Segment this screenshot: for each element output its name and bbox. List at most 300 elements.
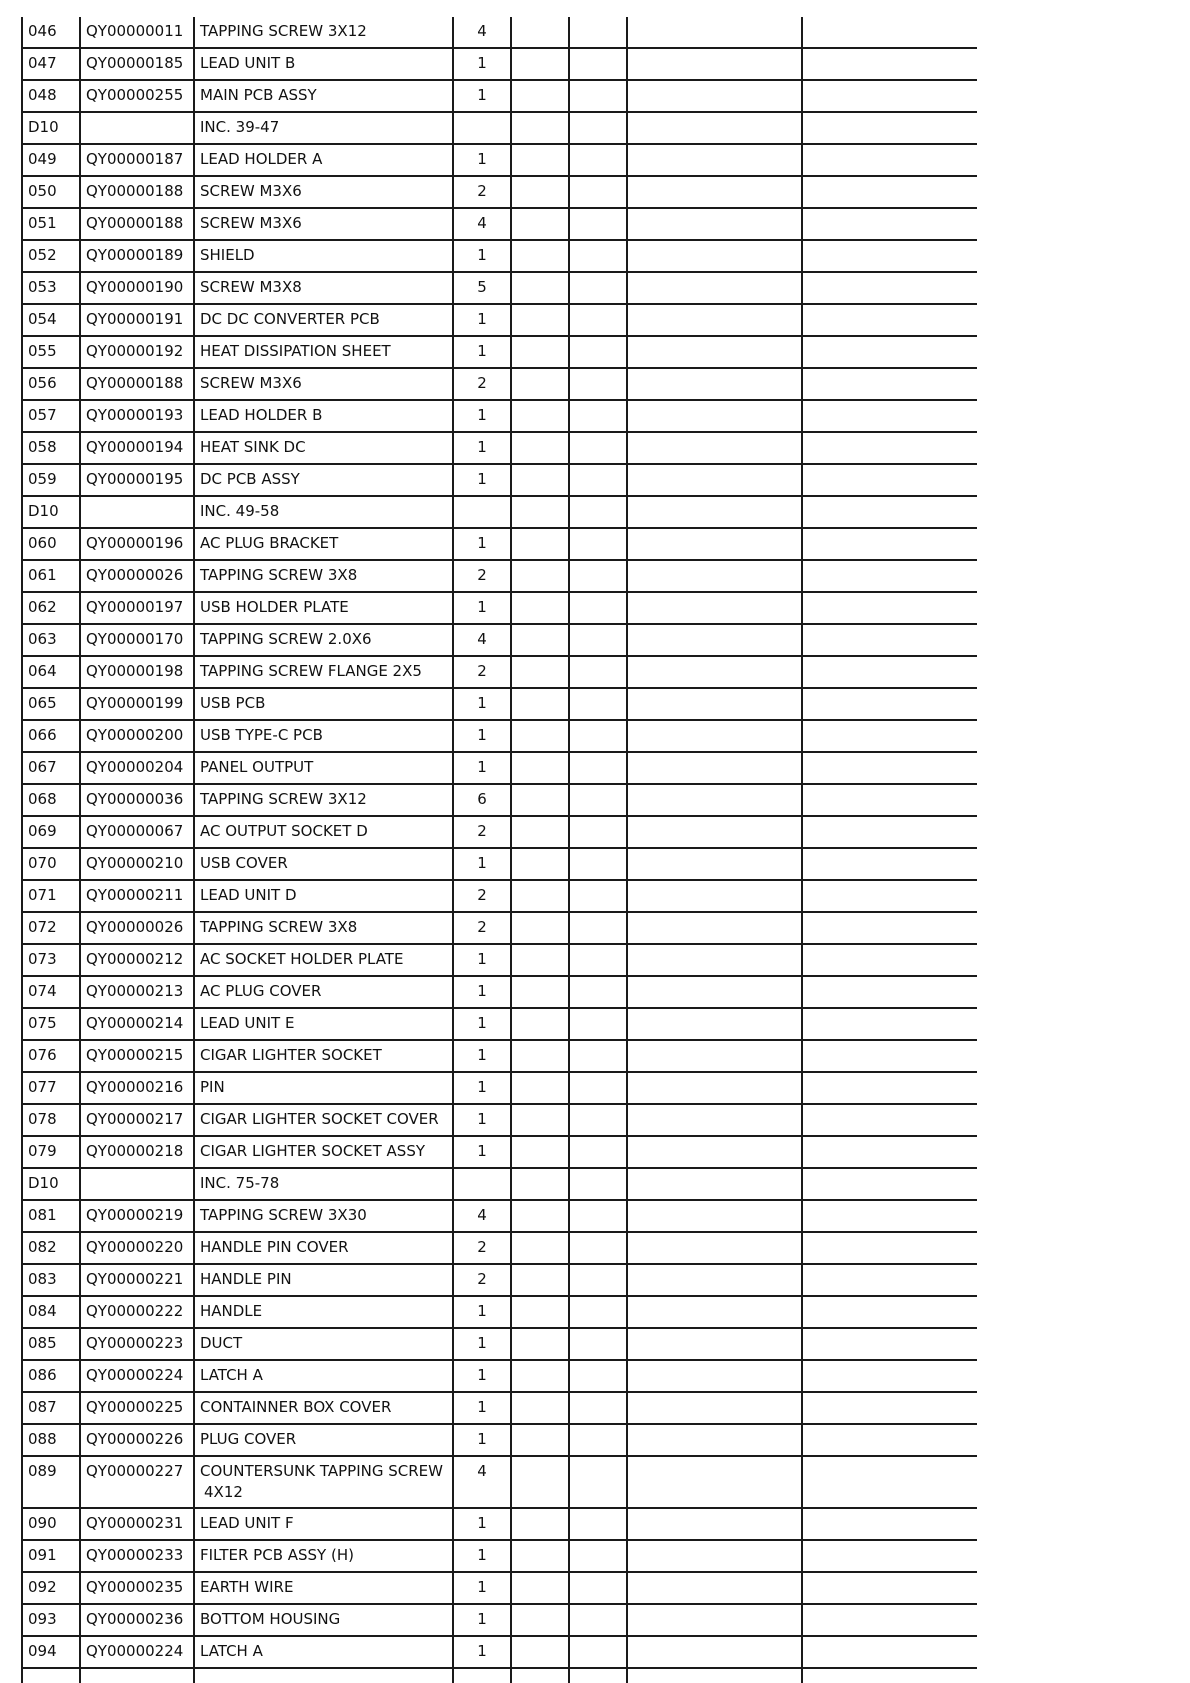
table-row	[22, 720, 977, 752]
empty-cell	[627, 1572, 802, 1604]
empty-cell	[511, 816, 569, 848]
part-code-cell: QY00000194	[80, 432, 194, 464]
item-number-cell: 057	[22, 400, 80, 432]
empty-cell	[511, 688, 569, 720]
table-row	[22, 1392, 977, 1424]
table-row	[22, 432, 977, 464]
description-text: EARTH WIRE	[200, 1578, 294, 1596]
empty-cell	[453, 1668, 511, 1683]
quantity-cell	[453, 112, 511, 144]
description-text: SCREW M3X6	[200, 374, 302, 392]
empty-cell	[511, 112, 569, 144]
empty-cell	[569, 48, 627, 80]
part-code-cell: QY00000213	[80, 976, 194, 1008]
table-row	[22, 272, 977, 304]
empty-cell	[511, 1168, 569, 1200]
item-number-cell: 051	[22, 208, 80, 240]
empty-cell	[569, 752, 627, 784]
description-text: TAPPING SCREW 3X12	[200, 22, 367, 40]
part-code-cell: QY00000221	[80, 1264, 194, 1296]
empty-cell	[627, 304, 802, 336]
empty-cell	[802, 1200, 977, 1232]
empty-cell	[511, 1008, 569, 1040]
table-row	[22, 1200, 977, 1232]
table-row	[22, 1424, 977, 1456]
quantity-cell: 1	[453, 1540, 511, 1572]
empty-cell	[511, 1200, 569, 1232]
empty-cell	[511, 1104, 569, 1136]
part-code-cell: QY00000188	[80, 176, 194, 208]
empty-cell	[802, 1360, 977, 1392]
empty-cell	[627, 1200, 802, 1232]
description-text: USB COVER	[200, 854, 288, 872]
empty-cell	[569, 816, 627, 848]
item-number-cell: 048	[22, 80, 80, 112]
parts-table	[21, 17, 977, 1683]
empty-cell	[627, 688, 802, 720]
table-row	[22, 1456, 977, 1508]
item-number-cell: 079	[22, 1136, 80, 1168]
empty-cell	[511, 1604, 569, 1636]
quantity-cell: 2	[453, 912, 511, 944]
description-cell	[194, 1424, 453, 1456]
part-code-cell	[80, 1168, 194, 1200]
description-cell	[194, 1104, 453, 1136]
quantity-cell: 1	[453, 240, 511, 272]
table-row	[22, 1328, 977, 1360]
empty-cell	[569, 688, 627, 720]
part-code-cell: QY00000223	[80, 1328, 194, 1360]
empty-cell	[511, 1668, 569, 1683]
empty-cell	[802, 17, 977, 48]
empty-cell	[569, 880, 627, 912]
empty-cell	[569, 464, 627, 496]
part-code-cell: QY00000233	[80, 1540, 194, 1572]
empty-cell	[627, 1136, 802, 1168]
item-number-cell: 086	[22, 1360, 80, 1392]
empty-cell	[511, 720, 569, 752]
description-text: LATCH A	[200, 1366, 263, 1384]
item-number-cell: 047	[22, 48, 80, 80]
table-row	[22, 1604, 977, 1636]
empty-cell	[627, 1508, 802, 1540]
part-code-cell: QY00000188	[80, 368, 194, 400]
description-cell	[194, 624, 453, 656]
item-number-cell: 071	[22, 880, 80, 912]
quantity-cell: 1	[453, 1136, 511, 1168]
empty-cell	[802, 976, 977, 1008]
description-cell	[194, 1328, 453, 1360]
empty-cell	[511, 400, 569, 432]
empty-cell	[802, 176, 977, 208]
empty-cell	[627, 464, 802, 496]
empty-cell	[802, 112, 977, 144]
empty-cell	[569, 176, 627, 208]
quantity-cell: 1	[453, 144, 511, 176]
empty-cell	[511, 880, 569, 912]
table-row	[22, 1540, 977, 1572]
empty-cell	[627, 336, 802, 368]
table-row	[22, 336, 977, 368]
description-text: TAPPING SCREW 3X12	[200, 790, 367, 808]
part-code-cell: QY00000236	[80, 1604, 194, 1636]
description-text: AC PLUG COVER	[200, 982, 322, 1000]
empty-cell	[627, 976, 802, 1008]
part-code-cell: QY00000222	[80, 1296, 194, 1328]
part-code-cell: QY00000216	[80, 1072, 194, 1104]
part-code-cell: QY00000214	[80, 1008, 194, 1040]
empty-cell	[569, 1040, 627, 1072]
empty-cell	[511, 752, 569, 784]
description-text: LEAD UNIT F	[200, 1514, 294, 1532]
empty-cell	[511, 656, 569, 688]
description-text: DC DC CONVERTER PCB	[200, 310, 380, 328]
empty-cell	[627, 1360, 802, 1392]
description-cell	[194, 496, 453, 528]
item-number-cell: 084	[22, 1296, 80, 1328]
description-cell	[194, 1200, 453, 1232]
description-text: TAPPING SCREW 2.0X6	[200, 630, 372, 648]
empty-cell	[511, 80, 569, 112]
quantity-cell: 1	[453, 400, 511, 432]
empty-cell	[569, 144, 627, 176]
part-code-cell: QY00000185	[80, 48, 194, 80]
empty-cell	[627, 272, 802, 304]
part-code-cell: QY00000195	[80, 464, 194, 496]
empty-cell	[511, 624, 569, 656]
empty-cell	[511, 1508, 569, 1540]
description-cell	[194, 528, 453, 560]
empty-cell	[627, 1424, 802, 1456]
empty-cell	[627, 496, 802, 528]
description-text: SCREW M3X6	[200, 182, 302, 200]
empty-cell	[627, 368, 802, 400]
quantity-cell: 2	[453, 816, 511, 848]
quantity-cell: 1	[453, 464, 511, 496]
description-cell	[194, 1232, 453, 1264]
quantity-cell: 2	[453, 1232, 511, 1264]
table-row	[22, 1136, 977, 1168]
item-number-cell: 053	[22, 272, 80, 304]
description-text: LEAD UNIT E	[200, 1014, 295, 1032]
description-text: AC SOCKET HOLDER PLATE	[200, 950, 404, 968]
empty-cell	[627, 752, 802, 784]
empty-cell	[569, 976, 627, 1008]
empty-cell	[627, 1008, 802, 1040]
description-text: HEAT SINK DC	[200, 438, 306, 456]
description-cell	[194, 1540, 453, 1572]
empty-cell	[569, 17, 627, 48]
item-number-cell: 074	[22, 976, 80, 1008]
part-code-cell: QY00000224	[80, 1360, 194, 1392]
empty-cell	[511, 592, 569, 624]
description-text: SCREW M3X8	[200, 278, 302, 296]
part-code-cell	[80, 496, 194, 528]
item-number-cell: 068	[22, 784, 80, 816]
empty-cell	[627, 240, 802, 272]
empty-cell	[511, 336, 569, 368]
table-row	[22, 176, 977, 208]
empty-cell	[569, 1296, 627, 1328]
table-row	[22, 1360, 977, 1392]
description-cell	[194, 208, 453, 240]
parts-table-body	[22, 17, 977, 1683]
description-cell	[194, 240, 453, 272]
description-text: BOTTOM HOUSING	[200, 1610, 341, 1628]
empty-cell	[627, 176, 802, 208]
empty-cell	[627, 1040, 802, 1072]
empty-cell	[802, 848, 977, 880]
description-cell	[194, 1136, 453, 1168]
table-row	[22, 784, 977, 816]
empty-cell	[802, 1636, 977, 1668]
quantity-cell: 2	[453, 560, 511, 592]
empty-cell	[802, 496, 977, 528]
item-number-cell: D10	[22, 1168, 80, 1200]
empty-cell	[627, 400, 802, 432]
empty-cell	[627, 944, 802, 976]
quantity-cell: 1	[453, 432, 511, 464]
empty-cell	[511, 464, 569, 496]
quantity-cell: 6	[453, 784, 511, 816]
item-number-cell: 064	[22, 656, 80, 688]
quantity-cell: 1	[453, 752, 511, 784]
description-text: HANDLE PIN	[200, 1270, 292, 1288]
empty-cell	[802, 752, 977, 784]
part-code-cell: QY00000036	[80, 784, 194, 816]
quantity-cell: 1	[453, 944, 511, 976]
description-cell	[194, 112, 453, 144]
empty-cell	[511, 368, 569, 400]
description-cell	[194, 656, 453, 688]
empty-cell	[627, 880, 802, 912]
empty-cell	[802, 1040, 977, 1072]
empty-cell	[627, 1296, 802, 1328]
part-code-cell: QY00000067	[80, 816, 194, 848]
quantity-cell: 1	[453, 1360, 511, 1392]
table-row	[22, 144, 977, 176]
empty-cell	[802, 592, 977, 624]
description-text: LATCH A	[200, 1642, 263, 1660]
empty-cell	[627, 1540, 802, 1572]
empty-cell	[627, 1072, 802, 1104]
item-number-cell: 089	[22, 1456, 80, 1508]
description-cell	[194, 848, 453, 880]
empty-cell	[511, 976, 569, 1008]
description-text: HANDLE	[200, 1302, 263, 1320]
part-code-cell: QY00000189	[80, 240, 194, 272]
item-number-cell: 088	[22, 1424, 80, 1456]
empty-cell	[511, 304, 569, 336]
description-text: AC PLUG BRACKET	[200, 534, 339, 552]
empty-cell	[569, 1636, 627, 1668]
part-code-cell: QY00000224	[80, 1636, 194, 1668]
table-row	[22, 1296, 977, 1328]
empty-cell	[802, 720, 977, 752]
empty-cell	[569, 912, 627, 944]
empty-cell	[511, 1636, 569, 1668]
empty-cell	[802, 528, 977, 560]
description-cell	[194, 17, 453, 48]
empty-cell	[511, 1540, 569, 1572]
empty-cell	[802, 560, 977, 592]
empty-cell	[194, 1668, 453, 1683]
item-number-cell: 085	[22, 1328, 80, 1360]
part-code-cell: QY00000011	[80, 17, 194, 48]
empty-cell	[569, 1392, 627, 1424]
table-row	[22, 1232, 977, 1264]
description-cell	[194, 1072, 453, 1104]
empty-cell	[569, 848, 627, 880]
item-number-cell: 087	[22, 1392, 80, 1424]
description-cell	[194, 80, 453, 112]
empty-cell	[627, 80, 802, 112]
part-code-cell: QY00000191	[80, 304, 194, 336]
empty-cell	[511, 912, 569, 944]
table-row	[22, 208, 977, 240]
quantity-cell: 1	[453, 976, 511, 1008]
empty-cell	[511, 208, 569, 240]
empty-cell	[627, 17, 802, 48]
empty-cell	[569, 400, 627, 432]
part-code-cell: QY00000170	[80, 624, 194, 656]
part-code-cell: QY00000196	[80, 528, 194, 560]
empty-cell	[511, 496, 569, 528]
description-cell	[194, 1604, 453, 1636]
item-number-cell: 076	[22, 1040, 80, 1072]
empty-cell	[511, 1264, 569, 1296]
description-text: INC. 39-47	[200, 118, 280, 136]
table-row	[22, 880, 977, 912]
empty-cell	[627, 48, 802, 80]
description-text: COUNTERSUNK TAPPING SCREW	[200, 1462, 443, 1480]
empty-cell	[802, 1232, 977, 1264]
part-code-cell: QY00000219	[80, 1200, 194, 1232]
description-cell	[194, 48, 453, 80]
quantity-cell: 4	[453, 1456, 511, 1508]
description-text: TAPPING SCREW 3X8	[200, 566, 358, 584]
item-number-cell: 090	[22, 1508, 80, 1540]
empty-cell	[627, 656, 802, 688]
quantity-cell: 4	[453, 624, 511, 656]
item-number-cell: 061	[22, 560, 80, 592]
empty-cell	[627, 1604, 802, 1636]
quantity-cell: 2	[453, 1264, 511, 1296]
part-code-cell: QY00000210	[80, 848, 194, 880]
part-code-cell: QY00000193	[80, 400, 194, 432]
empty-cell	[511, 17, 569, 48]
quantity-cell: 1	[453, 1296, 511, 1328]
description-cell	[194, 944, 453, 976]
table-row	[22, 976, 977, 1008]
empty-cell	[802, 1392, 977, 1424]
quantity-cell: 1	[453, 1572, 511, 1604]
item-number-cell: 078	[22, 1104, 80, 1136]
item-number-cell: 072	[22, 912, 80, 944]
table-row	[22, 368, 977, 400]
quantity-cell: 4	[453, 1200, 511, 1232]
item-number-cell: 062	[22, 592, 80, 624]
empty-cell	[627, 560, 802, 592]
item-number-cell: 069	[22, 816, 80, 848]
empty-cell	[802, 656, 977, 688]
description-cell	[194, 816, 453, 848]
description-cell	[194, 1392, 453, 1424]
part-code-cell: QY00000217	[80, 1104, 194, 1136]
table-row	[22, 496, 977, 528]
empty-cell	[802, 880, 977, 912]
empty-cell	[511, 1424, 569, 1456]
part-code-cell: QY00000218	[80, 1136, 194, 1168]
empty-cell	[569, 1232, 627, 1264]
description-cell	[194, 560, 453, 592]
item-number-cell: 081	[22, 1200, 80, 1232]
empty-cell	[511, 48, 569, 80]
empty-cell	[627, 1328, 802, 1360]
description-text: SHIELD	[200, 246, 255, 264]
empty-cell	[802, 1008, 977, 1040]
empty-cell	[569, 1424, 627, 1456]
description-cell	[194, 176, 453, 208]
quantity-cell: 2	[453, 176, 511, 208]
empty-cell	[802, 400, 977, 432]
empty-cell	[802, 1604, 977, 1636]
empty-cell	[569, 368, 627, 400]
part-code-cell: QY00000204	[80, 752, 194, 784]
empty-cell	[569, 80, 627, 112]
empty-cell	[627, 912, 802, 944]
table-row	[22, 752, 977, 784]
part-code-cell: QY00000212	[80, 944, 194, 976]
part-code-cell: QY00000190	[80, 272, 194, 304]
quantity-cell: 5	[453, 272, 511, 304]
empty-cell	[627, 848, 802, 880]
item-number-cell: 065	[22, 688, 80, 720]
empty-cell	[511, 176, 569, 208]
empty-cell	[802, 1296, 977, 1328]
empty-cell	[802, 368, 977, 400]
item-number-cell: 092	[22, 1572, 80, 1604]
empty-cell	[511, 1456, 569, 1508]
part-code-cell: QY00000187	[80, 144, 194, 176]
empty-cell	[569, 656, 627, 688]
quantity-cell: 1	[453, 1104, 511, 1136]
item-number-cell: 058	[22, 432, 80, 464]
empty-cell	[511, 144, 569, 176]
part-code-cell: QY00000200	[80, 720, 194, 752]
description-cell	[194, 880, 453, 912]
empty-cell	[802, 944, 977, 976]
table-row	[22, 528, 977, 560]
table-row	[22, 464, 977, 496]
empty-cell	[802, 784, 977, 816]
empty-cell	[569, 304, 627, 336]
quantity-cell: 1	[453, 528, 511, 560]
quantity-cell: 1	[453, 48, 511, 80]
quantity-cell: 1	[453, 1328, 511, 1360]
empty-cell	[569, 1104, 627, 1136]
empty-cell	[569, 1360, 627, 1392]
item-number-cell: 070	[22, 848, 80, 880]
empty-cell	[569, 1072, 627, 1104]
description-text: PLUG COVER	[200, 1430, 297, 1448]
empty-cell	[802, 1072, 977, 1104]
empty-cell	[22, 1668, 80, 1683]
empty-cell	[569, 1668, 627, 1683]
description-cell	[194, 976, 453, 1008]
quantity-cell: 4	[453, 17, 511, 48]
description-cell	[194, 1296, 453, 1328]
